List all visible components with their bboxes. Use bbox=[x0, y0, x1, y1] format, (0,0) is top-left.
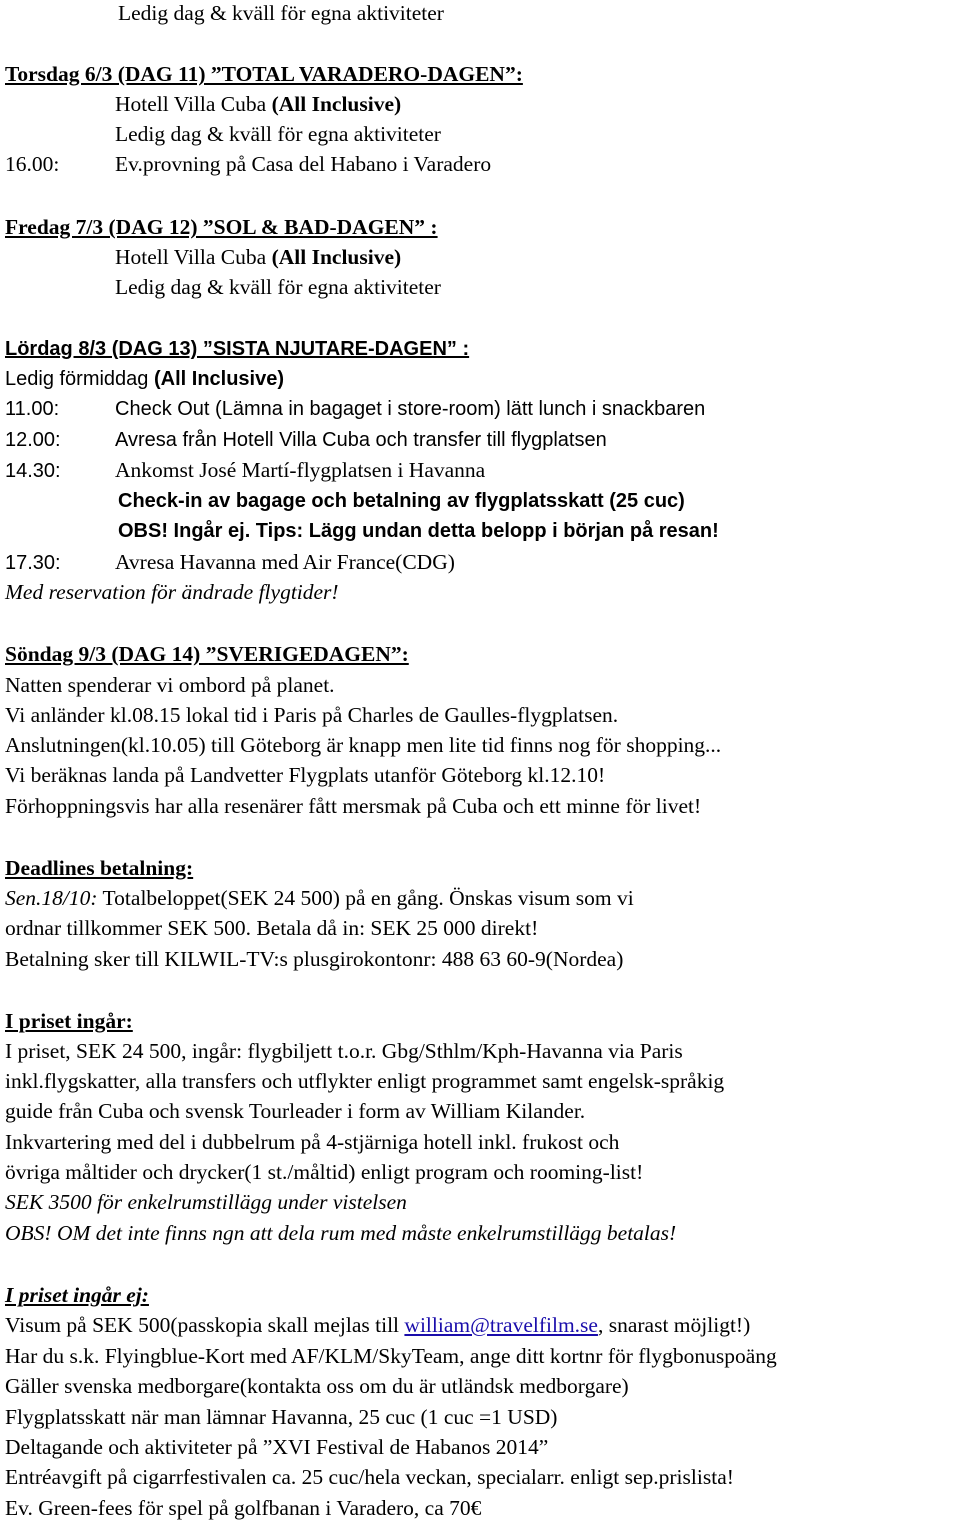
day11-heading: Torsdag 6/3 (DAG 11) ”TOTAL VARADERO-DAGEN”: bbox=[5, 62, 523, 86]
time-label: 11.00: bbox=[5, 398, 60, 420]
text-line: Flygplatsskatt när man lämnar Havanna, 25 cuc (1 cuc =1 USD) bbox=[5, 1405, 558, 1429]
text-line: Vi anländer kl.08.15 lokal tid i Paris på Charles de Gaulles-flygplatsen. bbox=[5, 703, 619, 727]
day11-free: Ledig dag & kväll för egna aktiviteter bbox=[115, 122, 441, 146]
text-line: guide från Cuba och svensk Tourleader i form av William Kilander. bbox=[5, 1099, 586, 1123]
time-label: 14.30: bbox=[5, 460, 61, 482]
not-included-heading: I priset ingår ej: bbox=[5, 1283, 149, 1307]
day13-morning bbox=[5, 366, 284, 392]
time-label: 12.00: bbox=[5, 429, 61, 451]
text-line: ordnar tillkommer SEK 500. Betala då in: SEK 25 000 direkt! bbox=[5, 916, 539, 940]
day12-hotel: Hotell Villa Cuba (All Inclusive) bbox=[115, 245, 402, 269]
email-link[interactable]: william@travelfilm.se bbox=[404, 1313, 598, 1337]
text-line: Deltagande och aktiviteter på ”XVI Festival de Habanos 2014” bbox=[5, 1435, 549, 1459]
text-line: inkl.flygskatter, alla transfers och utflykter enligt programmet samt engelsk-språkig bbox=[5, 1069, 725, 1093]
day11-hotel: Hotell Villa Cuba (All Inclusive) bbox=[115, 92, 402, 116]
text-line: Entréavgift på cigarrfestivalen ca. 25 cuc/hela veckan, specialarr. enligt sep.prislista! bbox=[5, 1465, 734, 1489]
visa-text: Visum på SEK 500(passkopia skall mejlas till bbox=[5, 1313, 405, 1337]
time-label: 16.00: bbox=[5, 152, 60, 176]
text-line: OBS! OM det inte finns ngn att dela rum med måste enkelrumstillägg betalas! bbox=[5, 1221, 677, 1245]
text-line: Ledig dag & kväll för egna aktiviteter bbox=[118, 1, 444, 25]
text-line: Vi beräknas landa på Landvetter Flygplats utanför Göteborg kl.12.10! bbox=[5, 763, 606, 787]
event-text: Ev.provning på Casa del Habano i Varadero bbox=[115, 152, 492, 176]
all-inclusive-text: (All Inclusive) bbox=[153, 368, 285, 390]
text-line: Anslutningen(kl.10.05) till Göteborg är knapp men lite tid finns nog för shopping... bbox=[5, 733, 722, 757]
day13-event-row bbox=[5, 427, 607, 453]
event-text: Avresa från Hotell Villa Cuba och transfer till flygplatsen bbox=[115, 429, 607, 451]
deadline-text: Totalbeloppet(SEK 24 500) på en gång. Önskas visum som vi bbox=[97, 886, 634, 910]
event-text: Ankomst José Martí-flygplatsen i Havanna bbox=[115, 458, 486, 482]
day13-event-row bbox=[5, 457, 485, 483]
included-heading: I priset ingår: bbox=[5, 1009, 133, 1033]
morning-text: Ledig förmiddag bbox=[5, 368, 154, 390]
text-line: Ev. Green-fees för spel på golfbanan i Varadero, ca 70€ bbox=[5, 1496, 482, 1520]
deadline-date: Sen.18/10: bbox=[5, 886, 98, 910]
visa-line bbox=[5, 1312, 750, 1338]
deadline-line bbox=[5, 885, 634, 911]
event-text: Check Out (Lämna in bagaget i store-room) lätt lunch i snackbaren bbox=[115, 398, 706, 420]
text-line: I priset, SEK 24 500, ingår: flygbiljett t.o.r. Gbg/Sthlm/Kph-Havanna via Paris bbox=[5, 1039, 683, 1063]
checkin-note: Check-in av bagage och betalning av flygplatsskatt (25 cuc) bbox=[118, 490, 685, 512]
day13-event-row bbox=[5, 396, 705, 422]
text-line: Natten spenderar vi ombord på planet. bbox=[5, 673, 335, 697]
event-text: Avresa Havanna med Air France(CDG) bbox=[115, 550, 455, 574]
text-line: Har du s.k. Flyingblue-Kort med AF/KLM/SkyTeam, ange ditt kortnr för flygbonuspoäng bbox=[5, 1344, 777, 1368]
obs-note: OBS! Ingår ej. Tips: Lägg undan detta belopp i början på resan! bbox=[118, 520, 719, 542]
time-label: 17.30: bbox=[5, 552, 61, 574]
text-line: SEK 3500 för enkelrumstillägg under vistelsen bbox=[5, 1190, 407, 1214]
day14-heading: Söndag 9/3 (DAG 14) ”SVERIGEDAGEN”: bbox=[5, 642, 409, 666]
day12-heading: Fredag 7/3 (DAG 12) ”SOL & BAD-DAGEN” : bbox=[5, 215, 438, 239]
day13-event-row bbox=[5, 549, 455, 575]
text-line: övriga måltider och drycker(1 st./måltid) enligt program och rooming-list! bbox=[5, 1160, 644, 1184]
visa-suffix: , snarast möjligt!) bbox=[597, 1313, 751, 1337]
text-line: Inkvartering med del i dubbelrum på 4-stjärniga hotell inkl. frukost och bbox=[5, 1130, 620, 1154]
day12-free: Ledig dag & kväll för egna aktiviteter bbox=[115, 275, 441, 299]
text-line: Gäller svenska medborgare(kontakta oss om du är utländsk medborgare) bbox=[5, 1374, 629, 1398]
day11-event-row bbox=[5, 151, 491, 177]
day13-heading: Lördag 8/3 (DAG 13) ”SISTA NJUTARE-DAGEN” : bbox=[5, 338, 470, 360]
text-line: Förhoppningsvis har alla resenärer fått mersmak på Cuba och ett minne för livet! bbox=[5, 794, 702, 818]
deadlines-heading: Deadlines betalning: bbox=[5, 856, 194, 880]
reservation-note: Med reservation för ändrade flygtider! bbox=[5, 580, 339, 604]
text-line: Betalning sker till KILWIL-TV:s plusgirokontonr: 488 63 60-9(Nordea) bbox=[5, 947, 624, 971]
